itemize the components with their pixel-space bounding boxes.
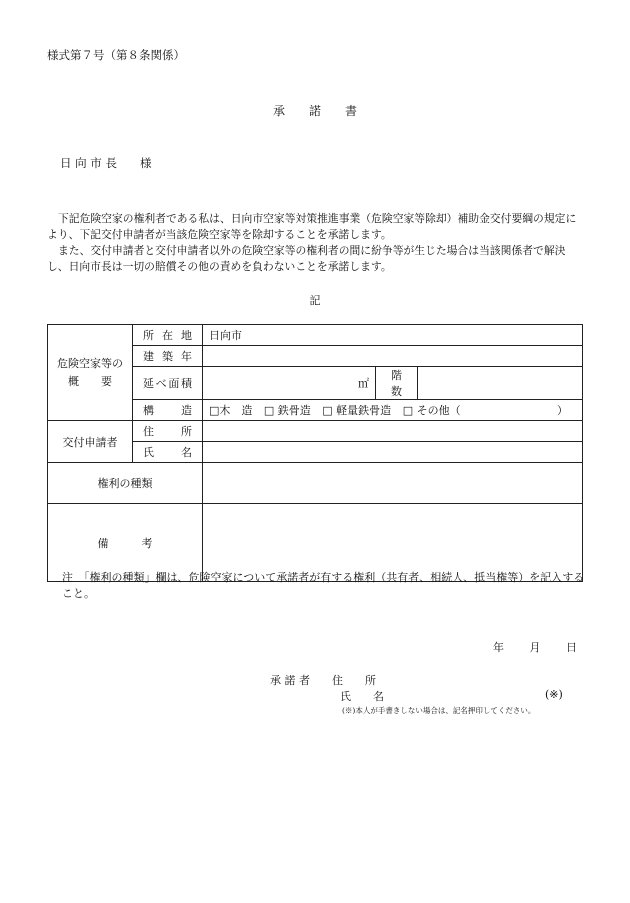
signature-note: (※)本人が手書きしない場合は、記名押印してください。 xyxy=(342,706,536,715)
group-label-line2: 概 要 xyxy=(68,374,112,388)
applicant-label: 交付申請者 xyxy=(48,421,133,463)
structure-light-steel-checkbox[interactable]: □ 軽量鉄骨造 xyxy=(322,404,392,417)
rights-type-label: 権利の種類 xyxy=(48,463,203,504)
rights-type-field[interactable] xyxy=(203,463,583,504)
structure-label: 構 造 xyxy=(133,400,203,421)
built-year-field[interactable] xyxy=(203,346,583,367)
remarks-label: 備 考 xyxy=(48,504,203,582)
built-year-label: 建 築 年 xyxy=(133,346,203,367)
signer-name-line: 氏 名 xyxy=(340,690,384,703)
floors-label: 階 数 xyxy=(375,367,417,400)
structure-close-paren: ） xyxy=(557,404,568,417)
date-line xyxy=(493,639,577,655)
signature-mark: (※) xyxy=(545,688,563,701)
applicant-name-field[interactable] xyxy=(203,442,583,463)
paragraph-1: 下記危険空家の権利者である私は、日向市空家等対策推進事業（危険空家等除却）補助金交付要綱の規定により、下記交付申請者が当該危険空家等を除却することを承諾します。 xyxy=(47,212,577,241)
structure-steel-checkbox[interactable]: □ 鉄骨造 xyxy=(263,404,311,417)
floor-area-field[interactable] xyxy=(203,367,376,400)
location-label: 所 在 地 xyxy=(133,325,203,346)
group-label-line1: 危険空家等の xyxy=(57,356,123,370)
structure-other-checkbox[interactable]: □ その他（ xyxy=(402,404,461,417)
applicant-address-label: 住 所 xyxy=(133,421,203,442)
document-title: 承 諾 書 xyxy=(272,104,357,118)
structure-options[interactable] xyxy=(203,400,583,421)
year-label: 年 xyxy=(493,641,504,654)
structure-wood-checkbox[interactable]: □木 造 xyxy=(209,404,253,417)
footnote: 注 「権利の種類」欄は、危険空家について承諾者が有する権利（共有者、相続人、抵当権等）を記入すること。 xyxy=(62,571,585,600)
form-number: 様式第７号（第８条関係） xyxy=(47,48,185,62)
applicant-address-field[interactable] xyxy=(203,421,583,442)
signer-address-line: 承 諾 者 住 所 xyxy=(270,674,376,687)
floors-field[interactable] xyxy=(417,367,582,400)
applicant-name-label: 氏 名 xyxy=(133,442,203,463)
addressee: 日 向 市 長 様 xyxy=(60,156,152,170)
dangerous-house-summary-label xyxy=(48,325,133,421)
month-label: 月 xyxy=(529,641,541,654)
paragraph-2: また、交付申請者と交付申請者以外の危険空家等の権利者の間に紛争等が生じた場合は当該関係者で解決し、日向市長は一切の賠償その他の責めを負わないことを承諾します。 xyxy=(47,244,566,273)
day-label: 日 xyxy=(566,641,577,654)
consent-form-table xyxy=(47,324,583,582)
location-value[interactable]: 日向市 xyxy=(203,325,583,346)
floor-area-label: 延べ面積 xyxy=(133,367,203,400)
ki-heading: 記 xyxy=(309,294,321,307)
sqm-unit: ㎡ xyxy=(357,377,369,390)
body-text xyxy=(47,211,587,275)
